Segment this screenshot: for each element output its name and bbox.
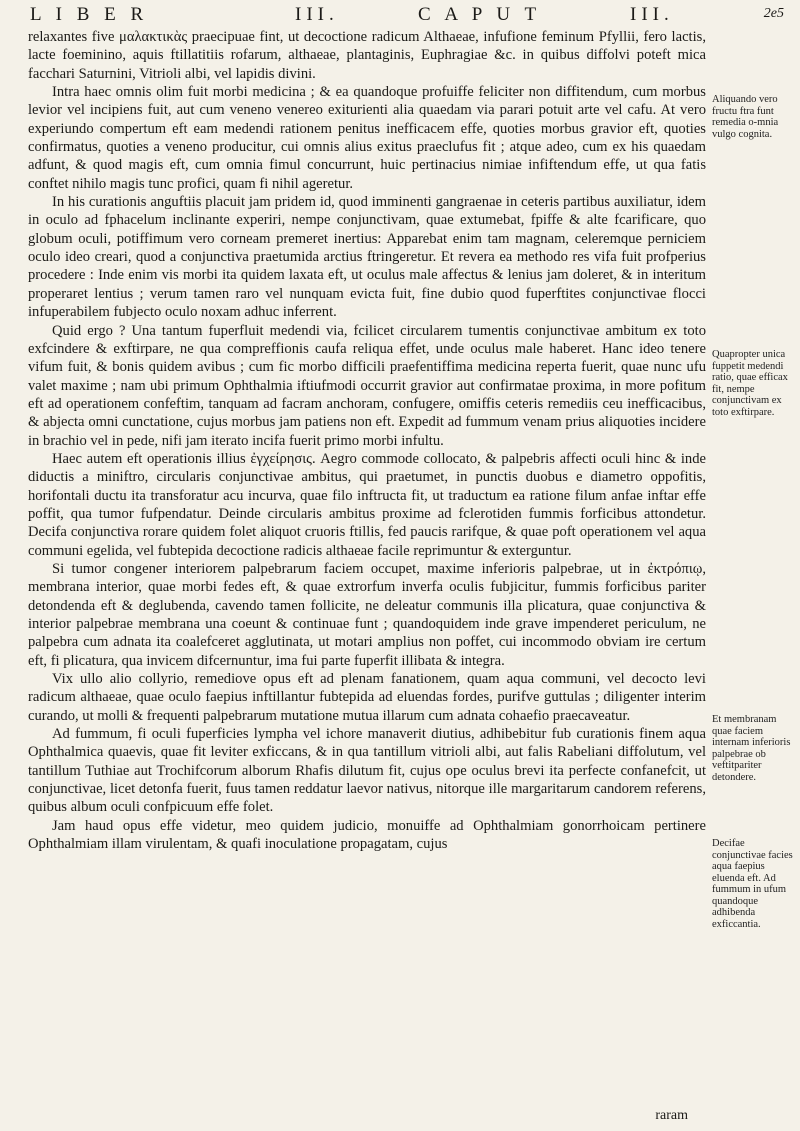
margin-note: Aliquando vero fructu ftra funt remedia o-mnia vulgo cognita. <box>712 94 779 140</box>
header-chapter-number: III. <box>630 4 674 25</box>
margin-note: Quapropter unica fuppetit medendi ratio, quae efficax fit, nempe conjunctivam ex toto exftirpare. <box>712 349 788 418</box>
margin-note: Et membranam quae faciem internam inferioris palpebrae ob veftitpariter detondere. <box>712 714 791 783</box>
header-book: L I B E R <box>30 4 149 25</box>
paragraph: Vix ullo alio collyrio, remediove opus eft ad plenam fanationem, quam aqua communi, vel decocto levi radicum althaeae, quae oculo faepius inftillantur fubtepida ad eluendas fordes, purifve guttulas ; diligenter interim curando, ut molli & frequenti palpebrarum mutatione mutua illarum cum adnata cohaefio praecaveatur. <box>28 671 706 724</box>
paragraph: Quid ergo ? Una tantum fuperfluit medendi via, fcilicet circularem tumentis conjunctivae ambitum ex toto exfcindere & exftirpare, ne qua compreffionis caufa reliqua effet, unde oculus male haberet. Hanc ideo tenere vifum fuit, & bonis quidem avibus ; cum fic morbo difficili praefentiffima medicina reperta fuerit, quae nunc ufu valet maxime ; nam ubi primum Ophthalmia iftiufmodi occurrit gravior aut confirmatae proxima, in more pofitum eft ad operationem confeftim, tanquam ad facram anchoram, confugere, omiffis ceteris remediis ceu inefficacibus, & abjecta omni cunctatione, cujus morbus jam patiens non eft. Expedit ad fummum venam prius aliquoties incidere in brachio vel in pede, nifi jam iterato incifa fuerit primo morbi infultu. <box>28 322 706 449</box>
margin-note: Decifae conjunctivae facies aqua faepius eluenda eft. Ad fummum in ufum quandoque adhibenda exficcantia. <box>712 838 793 930</box>
page-number: 2e5 <box>763 6 784 21</box>
paragraph: Jam haud opus effe videtur, meo quidem judicio, monuiffe ad Ophthalmiam gonorrhoicam pertinere Ophthalmiam illam virulentam, & quafi inoculatione propagatam, cujus <box>28 817 706 853</box>
paragraph: Ad fummum, fi oculi fuperficies lympha vel ichore manaverit diutius, adhibebitur fub curationis finem aqua Ophthalmica quaevis, quae fit leviter exficcans, & in qua tantillum vitrioli albi, aut falis Rabeliani diffolutum, vel tantillum Tuthiae aut Trochifcorum alborum Rhafis dilutum fit, cujus ope oculus brevi ita perfecte confanefcit, ut conjunctivae, licet detonfa fuerit, fuus tamen reddatur laevor nativus, nitorque ille margaritarum candorem referens, quibus album oculi confpicuum effe folet. <box>28 726 706 816</box>
paragraph: Intra haec omnis olim fuit morbi medicina ; & ea quandoque profuiffe feliciter non diffitendum, cum morbus levior vel incipiens fuit, aut cum veneno venereo exiturienti alia quaedam via parari potuit arte vel cafu. At vero experiundo compertum eft eam medendi rationem penitus inefficacem effe, quoties morbus gravior eft, quoties confirmatus, quoties a veneno producitur, cui omnis alius exitus praeclufus fit ; atque adeo, cum ex his quaedam adfunt, & quod magis eft, cum omnia fimul concurrunt, huic pertinacius nimiae infiftendum effe, ut qua fatis conftet nihilo magis tunc profici, quam fi nihil ageretur. <box>28 84 706 192</box>
paragraph: Haec autem eft operationis illius ἐγχείρησις. Aegro commode collocato, & palpebris affecti oculi hinc & inde diductis a miniftro, circularis conjunctivae ambitus, qui praetumet, in punctis duobus e diametro oppofitis, horifontali ductu ita transforatur acu incurva, quae filo inftructa fit, ut traductum ea ratione filum anfae inftar effe poffit, qua tumor fufpendatur. Deinde circularis ambitus proxime ad fclerotiden fummis forficibus attondetur. Decifa conjunctiva rorare quidem folet aliquot cruoris ftillis, fed paucis rarifque, & quae poft operationem vel aqua communi egelida, vel fubtepida decoctione radicis althaeae facile reprimuntur & exterguntur. <box>28 450 706 559</box>
catchword: raram <box>655 1108 688 1123</box>
header-book-number: III. <box>295 4 339 25</box>
paragraph: Si tumor congener interiorem palpebrarum faciem occupet, maxime inferioris palpebrae, ut in ἐκτρόπιῳ, membrana interior, quae morbi fedes eft, & quae extrorfum inverfa oculis fubjicitur, fummis forficibus pariter detondenda eft & deglubenda, cavendo tamen follicite, ne deleatur communis illa plicatura, quae conjunctiva & interior palpebrae membrana una coeunt & continuae funt ; quandoquidem inde grave impenderet periculum, ne palpebra cum adnata ita coalefceret agglutinata, ut motari amplius non poffet, cui incommodo obviam ire certum eft, fi plicatura, qua invicem difcernuntur, ima fui parte fuperfit illibata & integra. <box>28 560 706 669</box>
paragraph: In his curationis anguftiis placuit jam pridem id, quod imminenti gangraenae in ceteris partibus auxiliatur, idem in oculo ad fphacelum inclinante experiri, nempe conjunctivam, quae extumebat, fpiffe & alte fcarificare, quo globum oculi, potiffimum vero corneam premeret inertius: Apparebat enim tam magnam, celeremque perniciem oculo ideo creari, quod a conjunctiva praetumida arctius ftringeretur. Et revera ea methodo res vifa fuit profperius procedere : Inde enim vis morbi ita quidem laxata eft, ut oculus male affectus & lenius jam doleret, & in interitum properaret lentius ; verum tamen raro vel nunquam evicta fuit, fine dubio quod fuperftites conjunctivae flocci infuperabilem fubjecto oculo noxam adhuc inferrent. <box>28 194 706 321</box>
main-text <box>28 28 706 853</box>
running-header <box>30 4 788 30</box>
paragraph: relaxantes five μαλακτικὰς praecipuae fint, ut decoctione radicum Althaeae, infufione feminum Pfyllii, fero lactis, lacte foeminino, aquis ftillatitiis rofarum, althaeae, plantaginis, Euphragiae &c. in quibus diffolvi poteft mica facchari Saturnini, Vitrioli albi, vel lapidis divini. <box>28 29 706 82</box>
header-chapter: C A P U T <box>418 4 542 25</box>
